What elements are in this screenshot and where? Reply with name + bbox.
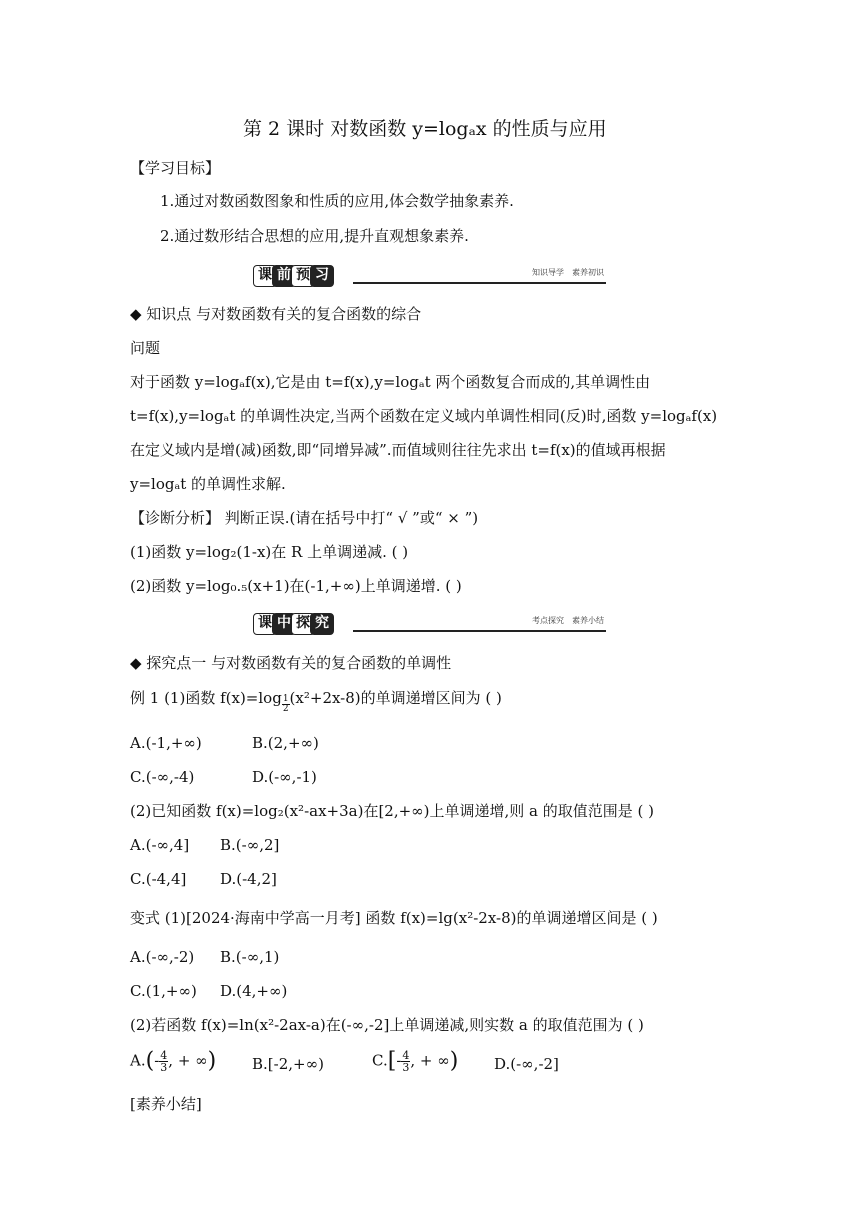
option-a: A.(-∞,-2): [130, 948, 195, 966]
option-b: B.(2,+∞): [252, 734, 319, 752]
banner-preview: [253, 264, 606, 290]
option-c: C.(1,+∞): [130, 982, 197, 1000]
question-label: 问题: [130, 339, 161, 357]
option-c: C.(-∞,-4): [130, 768, 195, 786]
banner-rule: [353, 282, 606, 284]
banner-tag: 考点探究 素养小结: [532, 616, 604, 625]
option-a: A.(- $\frac{4}{3}$ , + ∞): [130, 1048, 217, 1074]
banner-rule: [353, 630, 606, 632]
option-a: A.(-1,+∞): [130, 734, 202, 752]
summary-label: [素养小结]: [130, 1095, 202, 1113]
knowledge-p1: 对于函数 y=logₐf(x),它是由 t=f(x),y=logₐt 两个函数复合而成的,其单调性由: [130, 373, 651, 391]
banner-tag: 知识导学 素养初识: [532, 268, 604, 277]
example1-q2: (2)已知函数 f(x)=log₂(x²-ax+3a)在[2,+∞)上单调递增,则 a 的取值范围是 ( ): [130, 802, 655, 820]
diagnosis-header: 【诊断分析】 判断正误.(请在括号中打“ √ ”或“ × ”): [130, 509, 479, 527]
option-d: D.(4,+∞): [220, 982, 288, 1000]
variant-q2: (2)若函数 f(x)=ln(x²-2ax-a)在(-∞,-2]上单调递减,则实数 a 的取值范围为 ( ): [130, 1016, 644, 1034]
objectives-header: 【学习目标】: [130, 159, 221, 177]
option-b: B.(-∞,2]: [220, 836, 280, 854]
variant-q1: 变式 (1)[2024·海南中学高一月考] 函数 f(x)=lg(x²-2x-8)的单调递增区间是 ( ): [130, 909, 658, 927]
option-a: A.(-∞,4]: [130, 836, 190, 854]
knowledge-p3: 在定义域内是增(减)函数,即“同增异减”.而值域则往往先求出 t=f(x)的值域再根据: [130, 441, 666, 459]
banner-title: 课 前 预 习: [253, 264, 329, 286]
page-title: 第 2 课时 对数函数 y=logₐx 的性质与应用: [243, 118, 607, 140]
option-c: C.[- $\frac{4}{3}$ , + ∞): [372, 1048, 459, 1074]
explore-heading: ◆ 探究点一 与对数函数有关的复合函数的单调性: [130, 654, 452, 672]
option-c: C.(-4,4]: [130, 870, 187, 888]
banner-explore: [253, 612, 606, 638]
diagnosis-q1: (1)函数 y=log₂(1-x)在 R 上单调递减. ( ): [130, 543, 409, 561]
option-d: D.(-∞,-1): [252, 768, 317, 786]
option-b: B.[-2,+∞): [252, 1055, 324, 1073]
option-d: D.(-4,2]: [220, 870, 277, 888]
knowledge-heading: ◆ 知识点 与对数函数有关的复合函数的综合: [130, 305, 422, 323]
knowledge-p4: y=logₐt 的单调性求解.: [130, 475, 286, 493]
diagnosis-q2: (2)函数 y=log₀.₅(x+1)在(-1,+∞)上单调递增. ( ): [130, 577, 462, 595]
option-d: D.(-∞,-2]: [494, 1055, 559, 1073]
objective-item-1: 1.通过对数函数图象和性质的应用,体会数学抽象素养.: [160, 192, 514, 210]
example1-q1: 例 1 (1)函数 f(x)=log $\frac{1}{2}$ (x²+2x-8)的单调递增区间为 ( ): [130, 689, 502, 714]
option-b: B.(-∞,1): [220, 948, 280, 966]
objective-item-2: 2.通过数形结合思想的应用,提升直观想象素养.: [160, 227, 469, 245]
knowledge-p2: t=f(x),y=logₐt 的单调性决定,当两个函数在定义域内单调性相同(反)时,函数 y=logₐf(x): [130, 407, 718, 425]
banner-title: 课 中 探 究: [253, 612, 329, 634]
